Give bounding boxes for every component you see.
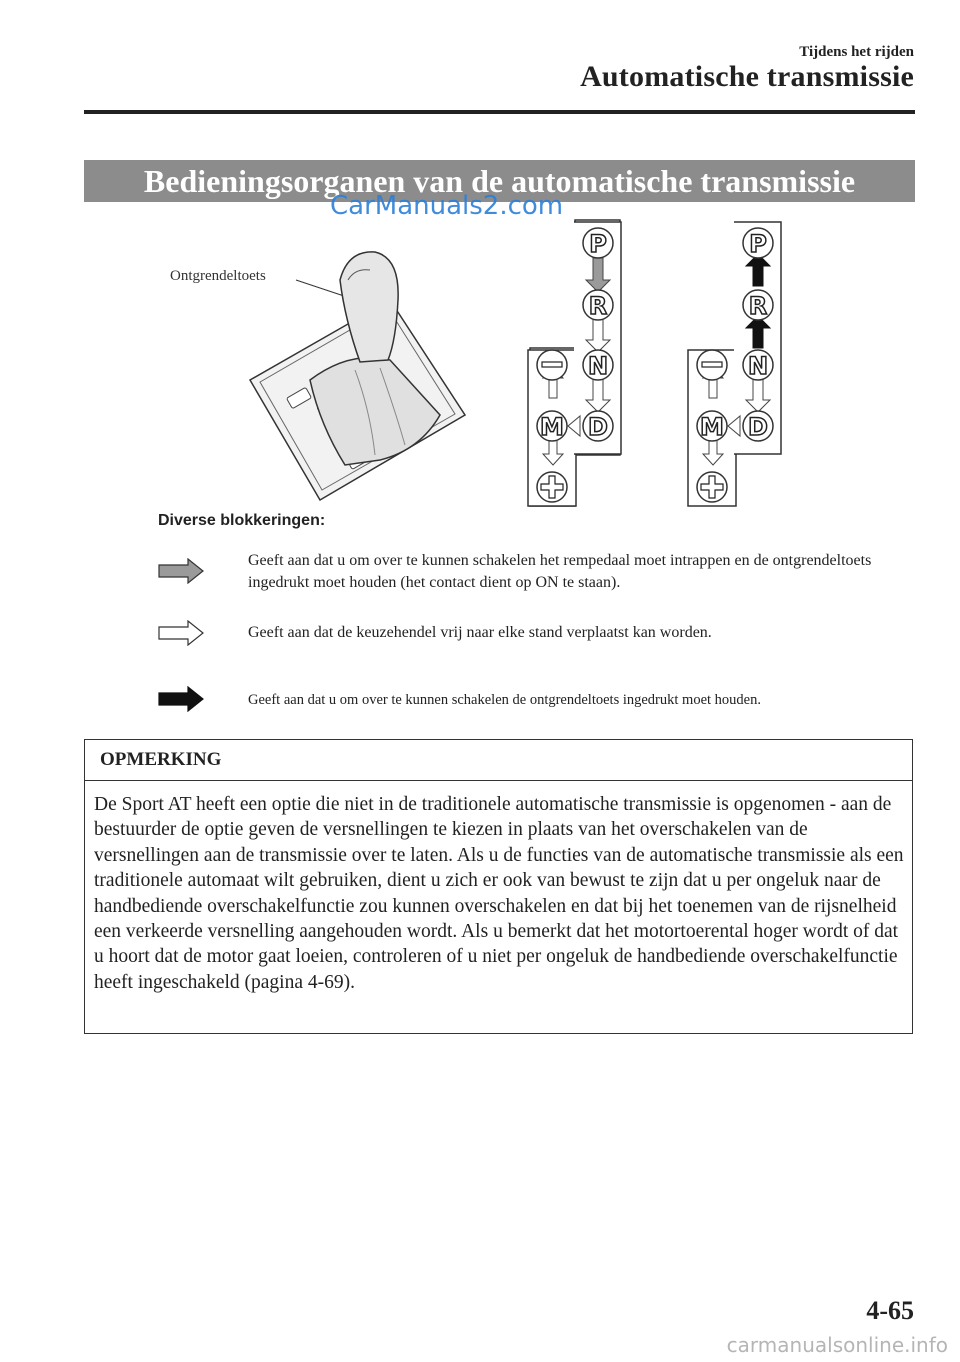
arrow-gray-icon <box>158 558 204 584</box>
gate1-letter-p: P <box>589 230 607 258</box>
shift-gate-diagram-2 <box>688 222 781 506</box>
running-section-label: Tijdens het rijden <box>799 44 914 60</box>
release-button-callout-label: Ontgrendeltoets <box>170 268 266 284</box>
legend-item-gray-text: Geeft aan dat u om over te kunnen schakelen het rempedaal moet intrappen en de ontgrendeltoets ingedrukt moet houden (het contact dient op ON te staan). <box>248 552 872 591</box>
gate1-minus-icon <box>542 362 562 367</box>
watermark-carmanualsonline: carmanualsonline.info <box>726 1333 948 1357</box>
gate2-letter-r: R <box>748 292 768 320</box>
header-rule <box>84 110 915 114</box>
legend-heading: Diverse blokkeringen: <box>158 512 326 529</box>
note-box <box>84 739 913 1034</box>
note-title: OPMERKING <box>100 749 222 770</box>
arrow-outline-icon <box>158 620 204 646</box>
gate1-letter-n: N <box>587 352 609 380</box>
note-header <box>85 740 912 781</box>
gate1-letter-r: R <box>588 292 608 320</box>
gate1-letter-d: D <box>588 413 608 441</box>
arrow-black-icon <box>158 686 204 712</box>
legend-item-black-text: Geeft aan dat u om over te kunnen schakelen de ontgrendeltoets ingedrukt moet houden. <box>248 692 761 708</box>
page-number: 4-65 <box>866 1296 914 1325</box>
shifter-illustration <box>150 210 830 520</box>
shift-console <box>250 252 465 500</box>
watermark-carmanuals2: CarManuals2.com <box>330 191 564 221</box>
running-chapter-title: Automatische transmissie <box>580 60 914 93</box>
gate1-letter-m: M <box>540 413 564 441</box>
gate2-minus-icon <box>702 362 722 367</box>
gate2-letter-n: N <box>747 352 769 380</box>
section-title-banner: Bedieningsorganen van de automatische transmissie <box>84 160 915 202</box>
legend-item-outline-text: Geeft aan dat de keuzehendel vrij naar elke stand verplaatst kan worden. <box>248 624 712 641</box>
gate2-letter-d: D <box>748 413 768 441</box>
note-body: De Sport AT heeft een optie die niet in de traditionele automatische transmissie is opgenomen - aan de bestuurder de optie geven de versnellingen te kiezen in plaats van het overschakelen van de versnellingen aan de transmissie over te laten. Als u de functies van de automatische transmissie als een traditionele automaat wilt gebruiken, dient u zich er ook van bewust te zijn dat u per ongeluk naar de handbediende overschakelfunctie zou kunnen overschakelen en dat bij het toenemen van de rijsnelheid een verkeerde versnelling aangehouden wordt. Als u bemerkt dat het motortoerental hoger wordt of dat u hoort dat de motor gaat loeien, controleren of u niet per ongeluk de handbediende overschakelfunctie heeft ingeschakeld (pagina 4-69). <box>94 794 904 993</box>
gate2-letter-p: P <box>749 230 767 258</box>
shift-gate-diagram-1 <box>528 220 621 506</box>
gate2-letter-m: M <box>700 413 724 441</box>
